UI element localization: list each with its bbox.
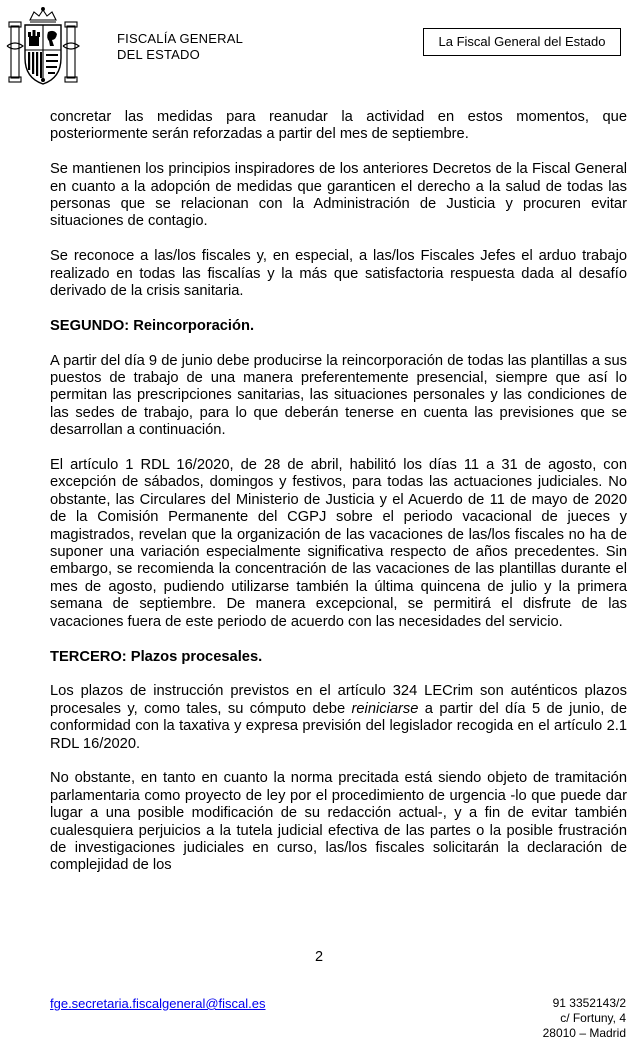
paragraph <box>50 683 627 753</box>
footer-city: 28010 – Madrid <box>542 1026 626 1040</box>
page-number: 2 <box>314 949 324 965</box>
paragraph: Se mantienen los principios inspiradores de los anteriores Decretos de la Fiscal General en cuanto a la adopción de medidas que garanticen el derecho a la salud de todas las personas que se relacionan con la Administración de Justicia y procuren evitar situaciones de contagio. <box>50 161 627 230</box>
paragraph: No obstante, en tanto en cuanto la norma precitada está siendo objeto de tramitación parlamentaria como proyecto de ley por el procedimiento de urgencia -lo que puede dar lugar a una posible modificación de su redacción actual-, y a fin de evitar también cualesquiera perjuicios a la tutela judicial efectiva de las partes o la posible frustración de investigaciones judiciales en curso, las/los fiscales solicitarán la declaración de complejidad de los <box>50 770 627 874</box>
institution-line-2: DEL ESTADO <box>117 47 200 62</box>
coat-of-arms-icon <box>6 6 80 90</box>
institution-line-1: FISCALÍA GENERAL <box>117 31 244 46</box>
section-heading-segundo: SEGUNDO: Reincorporación. <box>50 317 255 334</box>
paragraph: El artículo 1 RDL 16/2020, de 28 de abril, habilitó los días 11 a 31 de agosto, con excepción de sábados, domingos y festivos, para todas las actuaciones judiciales. No obstante, las Circulares del Ministerio de Justicia y el Acuerdo de 11 de mayo de 2020 de la Comisión Permanente del CGPJ sobre el periodo vacacional de jueces y magistrados, revelan que la organización de las vacaciones de las/los fiscales no ha de suponer una variación especialmente significativa respecto de años precedentes. Sin embargo, se recomienda la concentración de las vacaciones de las plantillas durante el mes de agosto, pudiendo utilizarse también la última quincena de julio y la primera semana de septiembre. De manera excepcional, se permitirá el disfrute de las vacaciones fuera de este periodo de acuerdo con las necesidades del servicio. <box>50 457 627 630</box>
paragraph-text: Los plazos de instrucción previstos en el artículo 324 LECrim son auténticos plazos procesales y, como tales, su cómputo debe <box>50 683 627 717</box>
institution-name <box>117 31 243 63</box>
paragraph-text: a partir del día 5 de junio, de conformidad con la taxativa y expresa previsión del legislador recogida en el artículo 2.1 RDL 16/2020. <box>50 700 628 752</box>
footer-phone: 91 3352143/2 <box>552 996 626 1010</box>
paragraph: concretar las medidas para reanudar la actividad en estos momentos, que posteriormente serán reforzadas a partir del mes de septiembre. <box>50 109 627 143</box>
document-body <box>50 109 627 892</box>
section-heading-tercero: TERCERO: Plazos procesales. <box>50 648 263 665</box>
footer-address <box>543 996 626 1041</box>
paragraph: Se reconoce a las/los fiscales y, en especial, a las/los Fiscales Jefes el arduo trabajo realizado en todas las fiscalías y la más que satisfactoria respuesta dada al desafío derivado de la crisis sanitaria. <box>50 248 627 300</box>
emphasized-word: reiniciarse <box>351 700 419 717</box>
email-link[interactable]: fge.secretaria.fiscalgeneral@fiscal.es <box>50 996 266 1011</box>
paragraph: A partir del día 9 de junio debe producirse la reincorporación de todas las plantillas a sus puestos de trabajo de una manera preferentemente presencial, siempre que así lo permitan las prescripciones sanitarias, las situaciones personales y las condiciones de las sedes de trabajo, para lo que deberán tenerse en cuenta las previsiones que se desarrollan a continuación. <box>50 352 627 439</box>
footer-street: c/ Fortuny, 4 <box>560 1011 626 1025</box>
signatory-box: La Fiscal General del Estado <box>423 28 621 56</box>
